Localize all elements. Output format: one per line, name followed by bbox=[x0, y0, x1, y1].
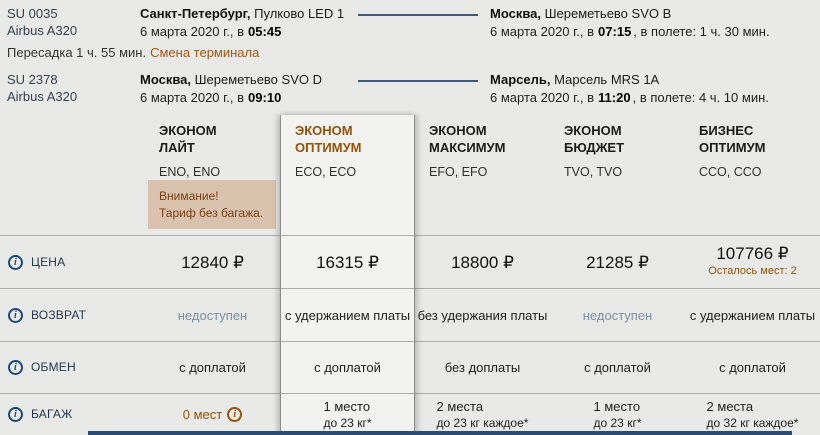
departure-date: 6 марта 2020 г., в bbox=[140, 24, 245, 39]
baggage-value: 2 места bbox=[706, 398, 754, 414]
refund-cell bbox=[415, 288, 550, 341]
flight-segment-2 bbox=[7, 71, 820, 107]
fare-name: БИЗНЕС ОПТИМУМ bbox=[699, 123, 766, 155]
departure-block bbox=[140, 71, 358, 107]
exchange-cell bbox=[415, 341, 550, 393]
baggage-note: до 32 кг каждое* bbox=[706, 415, 799, 430]
fare-code: ENO, ENO bbox=[159, 165, 221, 179]
exchange-label: ОБМЕН bbox=[31, 360, 76, 374]
baggage-cell bbox=[685, 393, 820, 435]
exchange-cell bbox=[281, 341, 414, 393]
departure-date: 6 марта 2020 г., в bbox=[140, 90, 245, 105]
fare-header bbox=[685, 115, 820, 235]
bottom-cutoff-bar bbox=[88, 431, 792, 435]
refund-label: ВОЗВРАТ bbox=[31, 307, 87, 322]
terminal-change-note: Смена терминала bbox=[150, 45, 260, 60]
refund-value: недоступен bbox=[582, 307, 653, 323]
info-icon[interactable]: i bbox=[8, 407, 23, 422]
exchange-cell bbox=[145, 341, 280, 393]
baggage-cell bbox=[281, 393, 414, 435]
refund-value: с удержанием платы bbox=[284, 307, 411, 323]
fare-header bbox=[415, 115, 550, 235]
exchange-row-label bbox=[0, 341, 145, 393]
fare-row-labels bbox=[0, 115, 145, 435]
info-icon[interactable]: i bbox=[8, 308, 23, 323]
price-value: 18800 ₽ bbox=[451, 252, 514, 272]
fare-code: EFO, EFO bbox=[429, 165, 488, 179]
baggage-value: 1 место bbox=[593, 398, 641, 414]
flight-number: SU 2378 bbox=[7, 72, 58, 87]
exchange-value: с доплатой bbox=[179, 360, 246, 375]
warning-text: Тариф без багажа. bbox=[159, 206, 264, 220]
transfer-duration: Пересадка 1 ч. 55 мин. bbox=[7, 45, 147, 60]
arrival-time: 11:20 bbox=[598, 90, 631, 105]
info-icon[interactable]: i bbox=[8, 360, 23, 375]
fare-header bbox=[145, 115, 280, 235]
arrival-date: 6 марта 2020 г., в bbox=[490, 24, 595, 39]
arrival-date: 6 марта 2020 г., в bbox=[490, 90, 595, 105]
departure-time: 09:10 bbox=[248, 90, 282, 105]
price-cell bbox=[281, 235, 414, 288]
price-cell bbox=[415, 235, 550, 288]
warning-title: Внимание! bbox=[159, 189, 219, 203]
exchange-value: с доплатой bbox=[314, 360, 381, 375]
fare-column-business-optimum[interactable] bbox=[685, 115, 820, 435]
fare-column-econom-maximum[interactable] bbox=[415, 115, 550, 435]
refund-cell bbox=[281, 288, 414, 341]
fare-name: ЭКОНОМ МАКСИМУМ bbox=[429, 123, 506, 155]
fare-column-econom-budget[interactable] bbox=[550, 115, 685, 435]
refund-cell bbox=[550, 288, 685, 341]
price-value: 16315 ₽ bbox=[316, 252, 379, 272]
baggage-note: до 23 кг каждое* bbox=[436, 415, 529, 430]
refund-value: с удержанием платы bbox=[689, 307, 816, 323]
flight-id-block bbox=[7, 5, 140, 39]
departure-block bbox=[140, 5, 358, 41]
price-cell bbox=[550, 235, 685, 288]
baggage-cell bbox=[550, 393, 685, 435]
baggage-value: 1 место bbox=[323, 398, 371, 414]
baggage-warning bbox=[148, 180, 276, 229]
exchange-value: с доплатой bbox=[584, 360, 651, 375]
baggage-row-label bbox=[0, 393, 145, 435]
refund-value: недоступен bbox=[177, 307, 248, 323]
price-cell bbox=[685, 235, 820, 288]
baggage-label: БАГАЖ bbox=[31, 407, 73, 421]
baggage-info-icon[interactable]: i bbox=[227, 407, 242, 422]
exchange-cell bbox=[685, 341, 820, 393]
flight-segments bbox=[0, 0, 820, 107]
flight-duration: , в полете: 4 ч. 10 мин. bbox=[632, 90, 769, 105]
aircraft-type: Airbus A320 bbox=[7, 23, 78, 38]
route-line bbox=[358, 14, 478, 16]
fare-column-econom-optimum[interactable] bbox=[280, 115, 415, 435]
refund-value: без удержания платы bbox=[417, 307, 548, 323]
fare-table bbox=[0, 115, 820, 435]
price-row-label bbox=[0, 235, 145, 288]
baggage-value: 0 мест bbox=[182, 407, 223, 422]
arrival-city: Марсель, bbox=[490, 72, 551, 87]
refund-row-label bbox=[0, 288, 145, 341]
arrival-time: 07:15 bbox=[598, 24, 632, 39]
refund-cell bbox=[685, 288, 820, 341]
flight-number: SU 0035 bbox=[7, 6, 58, 21]
route-line bbox=[358, 80, 478, 82]
seats-left-note: Осталось мест: 2 bbox=[708, 264, 797, 277]
departure-city: Москва, bbox=[140, 72, 191, 87]
baggage-note: до 23 кг* bbox=[323, 415, 372, 430]
flight-duration: , в полете: 1 ч. 30 мин. bbox=[633, 24, 770, 39]
exchange-value: без доплаты bbox=[444, 360, 521, 375]
arrival-city: Москва, bbox=[490, 6, 541, 21]
baggage-cell bbox=[415, 393, 550, 435]
price-value: 21285 ₽ bbox=[586, 252, 649, 272]
refund-cell bbox=[145, 288, 280, 341]
price-label: ЦЕНА bbox=[31, 254, 66, 269]
exchange-value: с доплатой bbox=[719, 360, 786, 375]
fare-name: ЭКОНОМ ЛАЙТ bbox=[159, 123, 217, 155]
arrival-block bbox=[490, 5, 820, 41]
departure-airport: Пулково LED 1 bbox=[254, 6, 345, 21]
info-icon[interactable]: i bbox=[8, 255, 23, 270]
baggage-value: 2 места bbox=[436, 398, 484, 414]
arrival-block bbox=[490, 71, 820, 107]
departure-time: 05:45 bbox=[248, 24, 282, 39]
fare-code: ECO, ECO bbox=[295, 165, 357, 179]
fare-name: ЭКОНОМ ОПТИМУМ bbox=[295, 123, 362, 155]
price-value: 107766 ₽ bbox=[716, 243, 789, 263]
label-header-spacer bbox=[0, 115, 145, 235]
fare-header bbox=[281, 115, 414, 235]
baggage-cell bbox=[145, 393, 280, 435]
fare-column-econom-light[interactable] bbox=[145, 115, 280, 435]
price-value: 12840 ₽ bbox=[181, 252, 244, 272]
arrival-airport: Шереметьево SVO B bbox=[544, 6, 672, 21]
fare-name: ЭКОНОМ БЮДЖЕТ bbox=[564, 123, 625, 155]
departure-city: Санкт-Петербург, bbox=[140, 6, 251, 21]
arrival-airport: Марсель MRS 1A bbox=[554, 72, 660, 87]
departure-airport: Шереметьево SVO D bbox=[194, 72, 322, 87]
price-cell bbox=[145, 235, 280, 288]
baggage-note: до 23 кг* bbox=[593, 415, 642, 430]
fare-code: TVO, TVO bbox=[564, 165, 623, 179]
flight-id-block bbox=[7, 71, 140, 105]
exchange-cell bbox=[550, 341, 685, 393]
fare-header bbox=[550, 115, 685, 235]
aircraft-type: Airbus A320 bbox=[7, 89, 78, 104]
flight-segment-1 bbox=[7, 5, 820, 41]
fare-code: CCO, CCO bbox=[699, 165, 762, 179]
transfer-note bbox=[7, 45, 820, 60]
